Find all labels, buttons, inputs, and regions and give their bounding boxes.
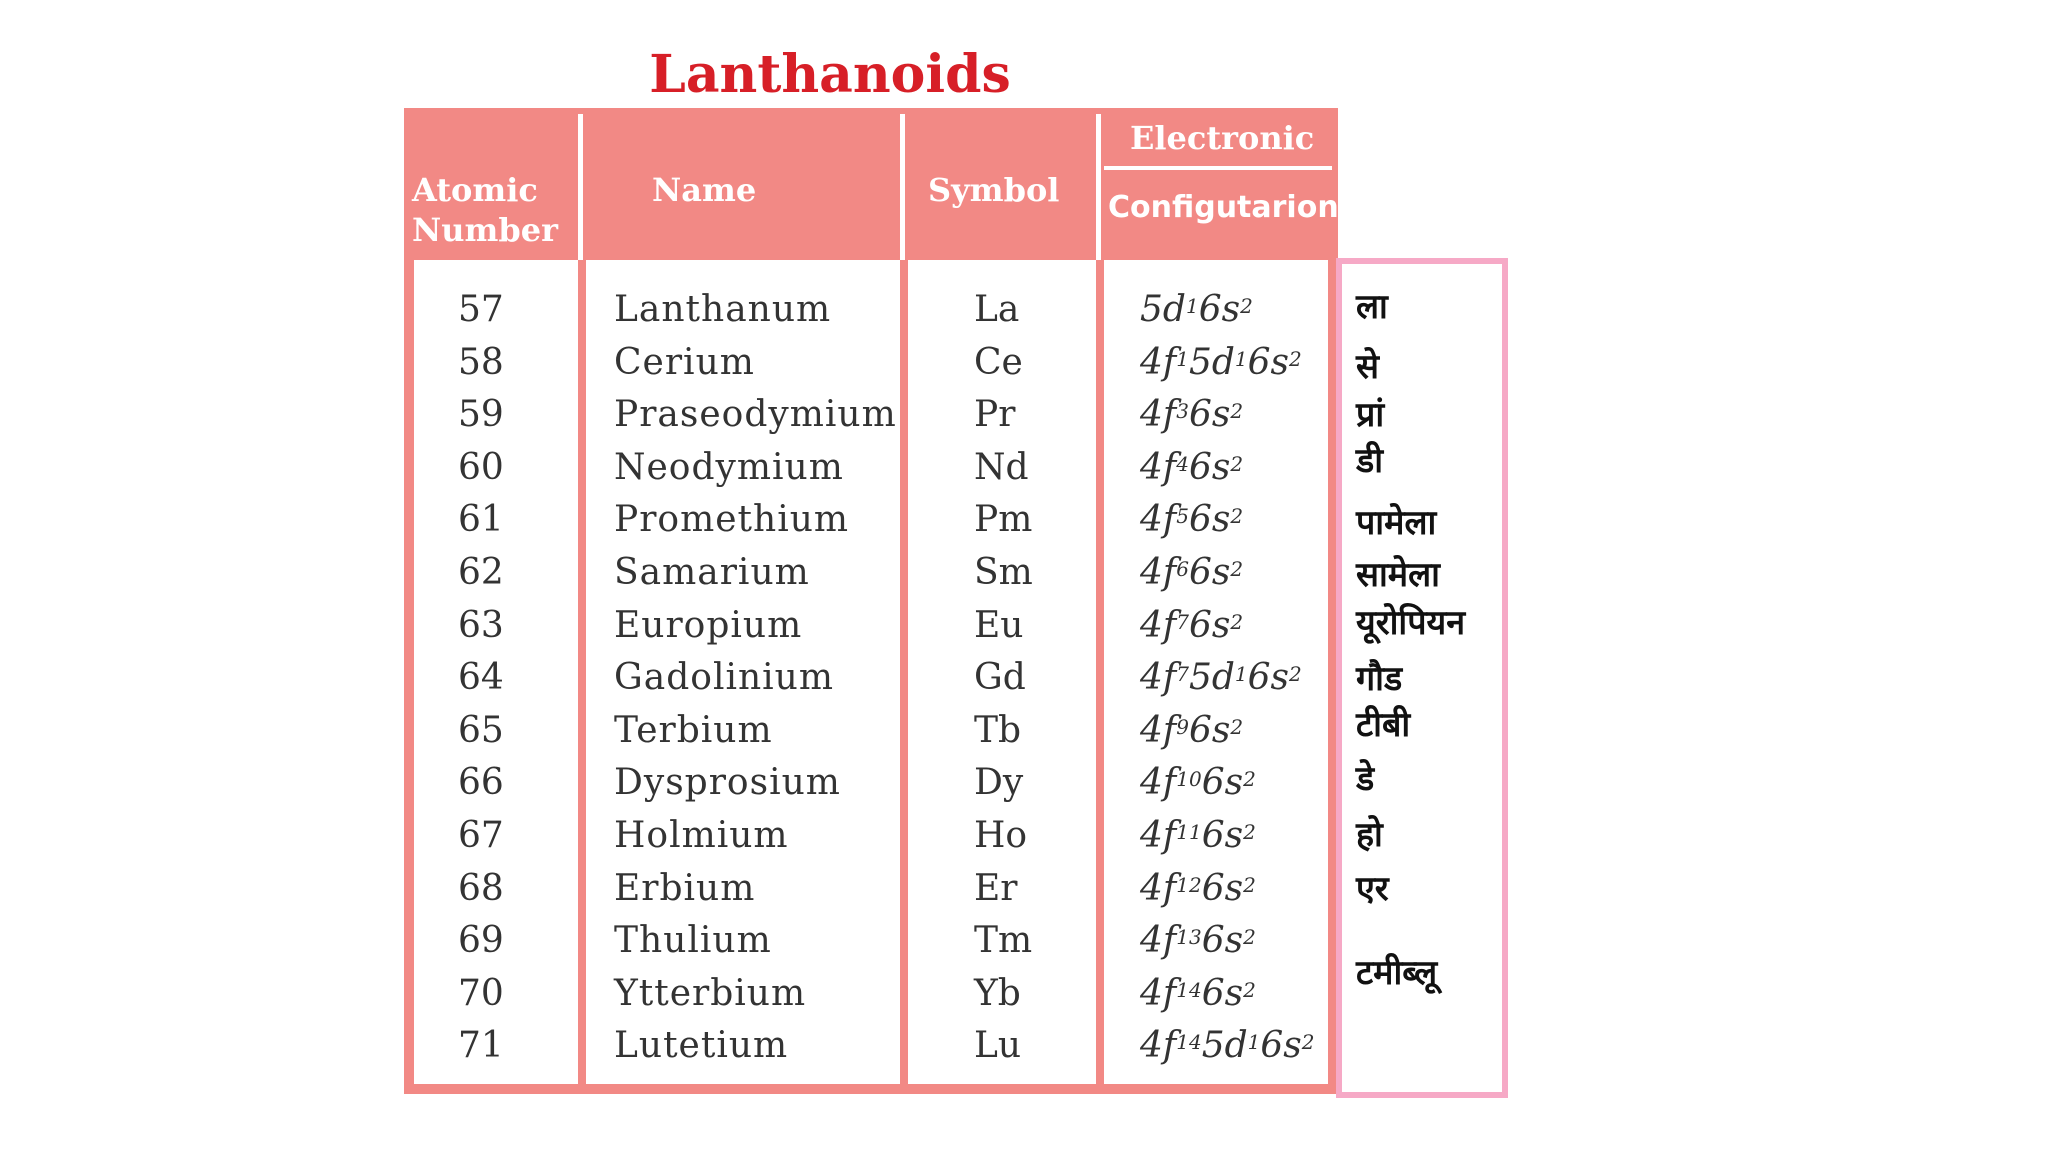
configuration-cell: [1140, 547, 1243, 599]
symbol-cell: Tm: [974, 920, 1033, 962]
config-orbital: 6s: [1247, 341, 1290, 383]
config-superscript: 2: [1230, 399, 1244, 424]
config-orbital: 4f: [1140, 1025, 1177, 1067]
config-superscript: 2: [1243, 977, 1256, 1002]
element-name-cell: Dysprosium: [614, 762, 841, 804]
element-name-cell: Promethium: [614, 499, 850, 541]
symbol-cell: Sm: [974, 552, 1033, 593]
element-name-cell: Thulium: [614, 920, 772, 962]
config-superscript: 2: [1301, 1030, 1315, 1055]
symbol-cell: Dy: [974, 762, 1024, 804]
config-superscript: 14: [1176, 1030, 1202, 1055]
atomic-number-cell: 62: [458, 552, 504, 593]
table-body: [414, 260, 1328, 1084]
table-row: [414, 600, 1328, 652]
atomic-number-cell: 70: [458, 972, 504, 1014]
table-row: [414, 284, 1328, 336]
config-orbital: 5d: [1188, 341, 1235, 383]
config-orbital: 4f: [1140, 552, 1177, 593]
header-name: Name: [652, 171, 757, 209]
mnemonic-word: प्रां: [1356, 395, 1385, 435]
config-orbital: 6s: [1201, 867, 1244, 909]
configuration-cell: [1140, 337, 1302, 389]
lanthanoids-table: [404, 108, 1338, 1094]
atomic-number-cell: 69: [458, 920, 504, 962]
config-superscript: 5: [1176, 504, 1189, 529]
configuration-cell: [1140, 915, 1256, 967]
header-atomic-line2: Number: [412, 211, 558, 249]
mnemonic-word: एर: [1356, 869, 1389, 909]
config-superscript: 4: [1176, 451, 1189, 476]
configuration-cell: [1140, 810, 1256, 862]
mnemonic-word: ला: [1356, 287, 1388, 327]
mnemonic-word: पामेला: [1356, 503, 1437, 543]
config-orbital: 4f: [1140, 657, 1177, 699]
config-superscript: 2: [1230, 714, 1244, 739]
config-superscript: 2: [1230, 451, 1244, 476]
config-superscript: 2: [1289, 662, 1302, 687]
mnemonic-word: डी: [1356, 441, 1383, 481]
config-orbital: 6s: [1188, 446, 1231, 488]
atomic-number-cell: 59: [458, 394, 504, 436]
config-superscript: 1: [1234, 662, 1248, 687]
config-superscript: 1: [1234, 346, 1248, 371]
table-row: [414, 442, 1328, 494]
config-orbital: 6s: [1198, 289, 1241, 330]
element-name-cell: Samarium: [614, 552, 810, 593]
configuration-cell: [1140, 442, 1243, 494]
table-row: [414, 968, 1328, 1020]
element-name-cell: Praseodymium: [614, 394, 897, 436]
config-orbital: 4f: [1140, 499, 1177, 541]
configuration-cell: [1140, 1020, 1315, 1072]
table-row: [414, 915, 1328, 967]
symbol-cell: Lu: [974, 1025, 1022, 1067]
config-orbital: 5d: [1140, 289, 1186, 330]
table-row: [414, 494, 1328, 546]
config-superscript: 13: [1176, 925, 1202, 950]
config-orbital: 4f: [1140, 709, 1177, 751]
header-symbol: Symbol: [928, 171, 1060, 209]
config-superscript: 9: [1176, 714, 1189, 739]
element-name-cell: Cerium: [614, 341, 755, 383]
config-orbital: 4f: [1140, 604, 1177, 646]
config-superscript: 2: [1230, 557, 1244, 581]
config-orbital: 6s: [1188, 604, 1231, 646]
config-superscript: 7: [1176, 609, 1189, 634]
mnemonic-word: यूरोपियन: [1356, 603, 1466, 643]
table-row: [414, 1020, 1328, 1072]
configuration-cell: [1140, 389, 1243, 441]
config-superscript: 2: [1243, 872, 1256, 897]
config-orbital: 6s: [1201, 920, 1244, 962]
config-orbital: 4f: [1140, 972, 1177, 1014]
atomic-number-cell: 71: [458, 1025, 504, 1067]
symbol-cell: La: [974, 289, 1020, 330]
config-orbital: 4f: [1140, 394, 1177, 436]
element-name-cell: Neodymium: [614, 446, 844, 488]
symbol-cell: Er: [974, 867, 1018, 909]
config-superscript: 7: [1176, 662, 1189, 687]
config-superscript: 2: [1230, 609, 1244, 634]
symbol-cell: Ho: [974, 815, 1028, 856]
header-atomic-line1: Atomic: [412, 171, 538, 209]
mnemonic-word: टमीब्लू: [1356, 953, 1438, 993]
mnemonic-word: सामेला: [1356, 555, 1440, 595]
table-header: [404, 108, 1338, 260]
table-row: [414, 547, 1328, 599]
atomic-number-cell: 63: [458, 604, 504, 646]
config-orbital: 6s: [1201, 815, 1244, 856]
header-divider: [1096, 114, 1101, 260]
mnemonic-word: डे: [1356, 759, 1375, 799]
config-superscript: 2: [1243, 925, 1256, 950]
configuration-cell: [1140, 652, 1302, 704]
config-orbital: 6s: [1201, 972, 1244, 1014]
symbol-cell: Pr: [974, 394, 1016, 436]
table-row: [414, 652, 1328, 704]
config-superscript: 2: [1230, 504, 1244, 529]
config-orbital: 6s: [1188, 394, 1231, 436]
atomic-number-cell: 67: [458, 815, 504, 856]
element-name-cell: Holmium: [614, 815, 789, 856]
configuration-cell: [1140, 284, 1253, 336]
config-superscript: 2: [1289, 346, 1302, 371]
header-configuration: Configutarion: [1108, 190, 1339, 225]
config-superscript: 2: [1240, 294, 1253, 318]
mnemonic-word: से: [1356, 347, 1379, 387]
configuration-cell: [1140, 600, 1243, 652]
hindi-mnemonic-box: [1336, 258, 1508, 1098]
header-divider: [900, 114, 905, 260]
table-row: [414, 705, 1328, 757]
config-orbital: 4f: [1140, 867, 1177, 909]
atomic-number-cell: 66: [458, 762, 504, 804]
config-superscript: 12: [1176, 872, 1202, 897]
element-name-cell: Gadolinium: [614, 657, 834, 699]
config-orbital: 6s: [1247, 657, 1290, 699]
atomic-number-cell: 58: [458, 341, 504, 383]
config-superscript: 2: [1243, 767, 1256, 792]
header-divider: [578, 114, 583, 260]
config-orbital: 6s: [1188, 552, 1231, 593]
configuration-cell: [1140, 863, 1256, 915]
configuration-cell: [1140, 705, 1243, 757]
config-superscript: 1: [1185, 294, 1199, 318]
mnemonic-word: गौड: [1356, 659, 1403, 699]
config-orbital: 4f: [1140, 762, 1177, 804]
header-subdivider: [1104, 166, 1332, 170]
configuration-cell: [1140, 757, 1256, 809]
symbol-cell: Tb: [974, 709, 1022, 751]
config-superscript: 14: [1176, 977, 1202, 1002]
config-superscript: 10: [1176, 767, 1202, 792]
page-title: Lanthanoids: [649, 44, 1011, 105]
config-superscript: 1: [1176, 346, 1189, 371]
config-orbital: 4f: [1140, 815, 1177, 856]
atomic-number-cell: 68: [458, 867, 504, 909]
element-name-cell: Europium: [614, 604, 803, 646]
config-superscript: 11: [1176, 820, 1202, 844]
symbol-cell: Eu: [974, 604, 1024, 646]
table-row: [414, 757, 1328, 809]
config-orbital: 4f: [1140, 446, 1177, 488]
config-superscript: 6: [1176, 557, 1189, 581]
symbol-cell: Ce: [974, 341, 1023, 383]
element-name-cell: Ytterbium: [614, 972, 807, 1014]
element-name-cell: Terbium: [614, 709, 773, 751]
config-orbital: 4f: [1140, 341, 1177, 383]
atomic-number-cell: 65: [458, 709, 504, 751]
element-name-cell: Lutetium: [614, 1025, 789, 1067]
atomic-number-cell: 64: [458, 657, 504, 699]
config-orbital: 6s: [1260, 1025, 1302, 1067]
atomic-number-cell: 61: [458, 499, 504, 541]
symbol-cell: Yb: [974, 972, 1021, 1014]
element-name-cell: Erbium: [614, 867, 756, 909]
symbol-cell: Nd: [974, 446, 1029, 488]
mnemonic-word: टीबी: [1356, 705, 1411, 745]
element-name-cell: Lanthanum: [614, 289, 832, 330]
table-row: [414, 863, 1328, 915]
symbol-cell: Gd: [974, 657, 1026, 699]
config-orbital: 6s: [1188, 499, 1231, 541]
atomic-number-cell: 60: [458, 446, 504, 488]
table-row: [414, 337, 1328, 389]
header-electronic: Electronic: [1130, 119, 1315, 157]
table-row: [414, 810, 1328, 862]
configuration-cell: [1140, 968, 1256, 1020]
config-orbital: 5d: [1188, 657, 1235, 699]
mnemonic-word: हो: [1356, 815, 1383, 855]
config-superscript: 2: [1243, 820, 1256, 844]
config-orbital: 5d: [1201, 1025, 1248, 1067]
config-superscript: 3: [1176, 399, 1189, 424]
table-row: [414, 389, 1328, 441]
config-orbital: 6s: [1201, 762, 1244, 804]
symbol-cell: Pm: [974, 499, 1033, 541]
configuration-cell: [1140, 494, 1243, 546]
config-orbital: 4f: [1140, 920, 1177, 962]
config-superscript: 1: [1247, 1030, 1261, 1055]
atomic-number-cell: 57: [458, 289, 504, 330]
config-orbital: 6s: [1188, 709, 1231, 751]
